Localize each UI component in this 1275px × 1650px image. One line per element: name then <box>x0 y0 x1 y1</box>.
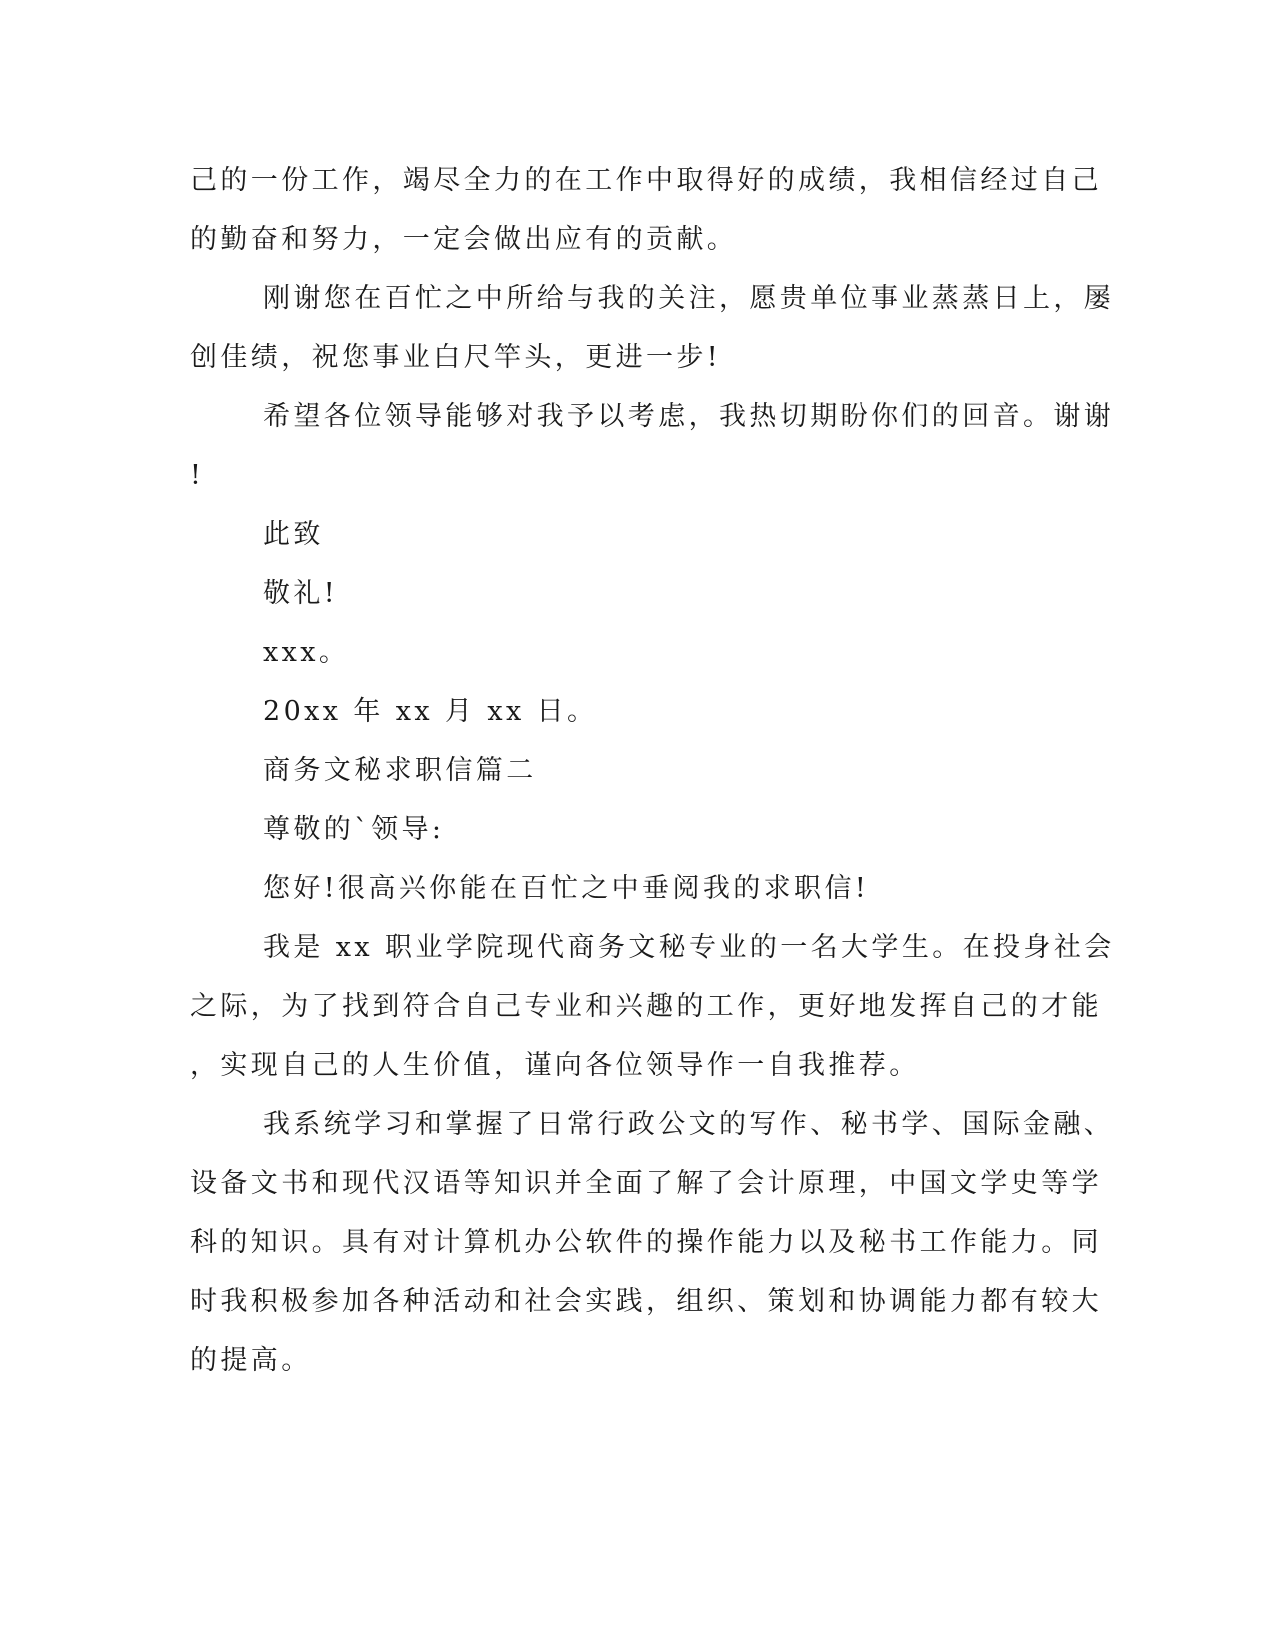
paragraph-line: ! <box>190 460 205 491</box>
closing-line: 敬礼! <box>263 578 339 609</box>
paragraph-line: 的勤奋和努力，一定会做出应有的贡献。 <box>190 224 738 255</box>
closing-line: 此致 <box>263 519 324 550</box>
paragraph-line: ，实现自己的人生价值，谨向各位领导作一自我推荐。 <box>190 1050 920 1081</box>
section-title: 商务文秘求职信篇二 <box>263 755 537 786</box>
paragraph-line: 设备文书和现代汉语等知识并全面了解了会计原理，中国文学史等学 <box>190 1168 1102 1199</box>
paragraph-line: 创佳绩，祝您事业白尺竿头，更进一步! <box>190 342 722 373</box>
paragraph-line: 我是 xx 职业学院现代商务文秘专业的一名大学生。在投身社会 <box>263 932 1115 963</box>
signature-line: xxx。 <box>263 637 350 668</box>
salutation-line: 尊敬的`领导: <box>263 814 445 845</box>
paragraph-line: 时我积极参加各种活动和社会实践，组织、策划和协调能力都有较大 <box>190 1286 1102 1317</box>
greeting-line: 您好!很高兴你能在百忙之中垂阅我的求职信! <box>263 873 870 904</box>
date-line: 20xx 年 xx 月 xx 日。 <box>263 696 598 727</box>
paragraph-line: 科的知识。具有对计算机办公软件的操作能力以及秘书工作能力。同 <box>190 1227 1102 1258</box>
paragraph-line: 希望各位领导能够对我予以考虑，我热切期盼你们的回音。谢谢 <box>263 401 1115 432</box>
paragraph-line: 之际，为了找到符合自己专业和兴趣的工作，更好地发挥自己的才能 <box>190 991 1102 1022</box>
paragraph-line: 己的一份工作，竭尽全力的在工作中取得好的成绩，我相信经过自己 <box>190 165 1102 196</box>
paragraph-line: 刚谢您在百忙之中所给与我的关注，愿贵单位事业蒸蒸日上，屡 <box>263 283 1115 314</box>
paragraph-line: 我系统学习和掌握了日常行政公文的写作、秘书学、国际金融、 <box>263 1109 1115 1140</box>
paragraph-line: 的提高。 <box>190 1345 312 1376</box>
